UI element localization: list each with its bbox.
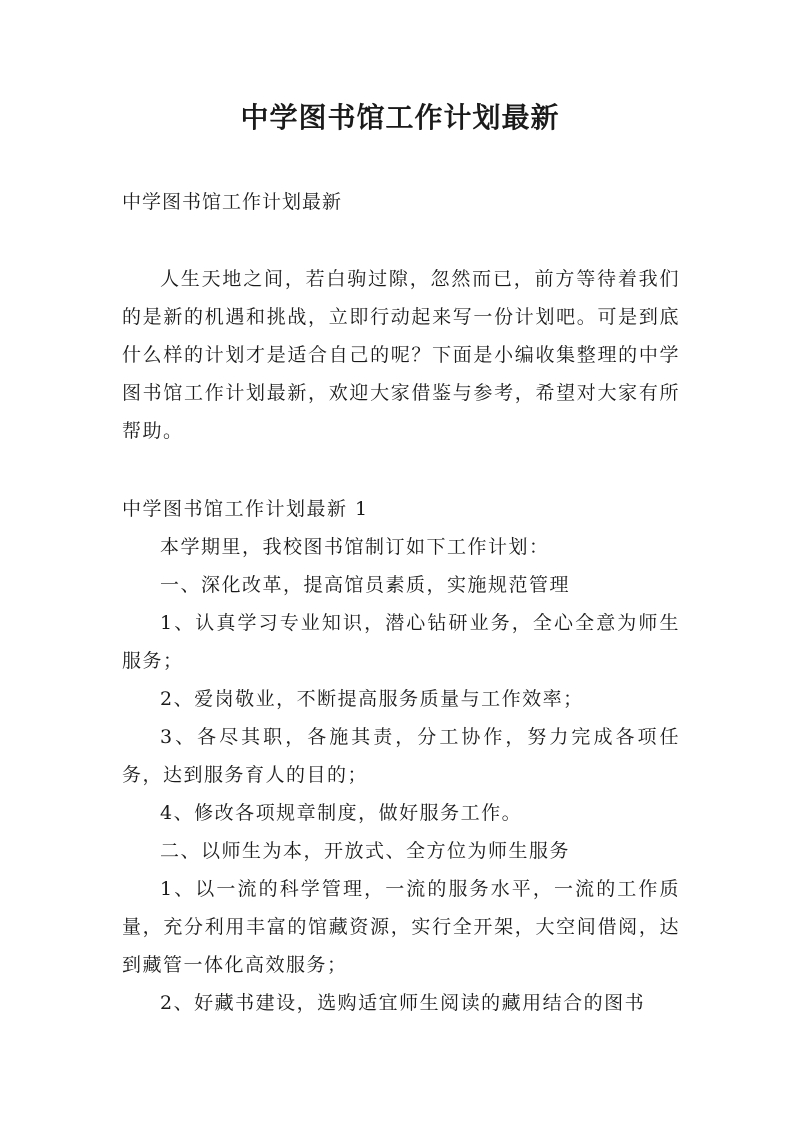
body-paragraph: 2、爱岗敬业，不断提高服务质量与工作效率； — [160, 688, 584, 710]
document-subtitle: 中学图书馆工作计划最新 — [122, 191, 343, 213]
intro-block — [122, 260, 680, 450]
body-paragraph: 3、各尽其职，各施其责，分工协作，努力完成各项任务，达到服务育人的目的； — [122, 726, 680, 786]
document-title: 中学图书馆工作计划最新 — [240, 101, 560, 134]
body-paragraph: 一、深化改革，提高馆员素质，实施规范管理 — [160, 574, 571, 596]
body-paragraph: 4、修改各项规章制度，做好服务工作。 — [160, 802, 523, 824]
body-paragraph: 二、以师生为本，开放式、全方位为师生服务 — [160, 840, 571, 862]
body-paragraph: 1、以一流的科学管理，一流的服务水平，一流的工作质量，充分利用丰富的馆藏资源，实行全开架，大空间借阅，达到藏管一体化高效服务； — [122, 878, 680, 976]
intro-paragraph: 人生天地之间，若白驹过隙，忽然而已，前方等待着我们的是新的机遇和挑战，立即行动起来写一份计划吧。可是到底什么样的计划才是适合自己的呢？下面是小编收集整理的中学图书馆工作计划最新，欢迎大家借鉴与参考，希望对大家有所帮助。 — [122, 268, 680, 442]
body-paragraph: 1、认真学习专业知识，潜心钻研业务，全心全意为师生服务； — [122, 612, 680, 672]
section-block — [122, 490, 680, 1022]
body-paragraph: 本学期里，我校图书馆制订如下工作计划： — [160, 536, 550, 558]
body-paragraph: 2、好藏书建设，选购适宜师生阅读的藏用结合的图书 — [160, 992, 646, 1014]
section-heading: 中学图书馆工作计划最新 1 — [122, 498, 369, 520]
